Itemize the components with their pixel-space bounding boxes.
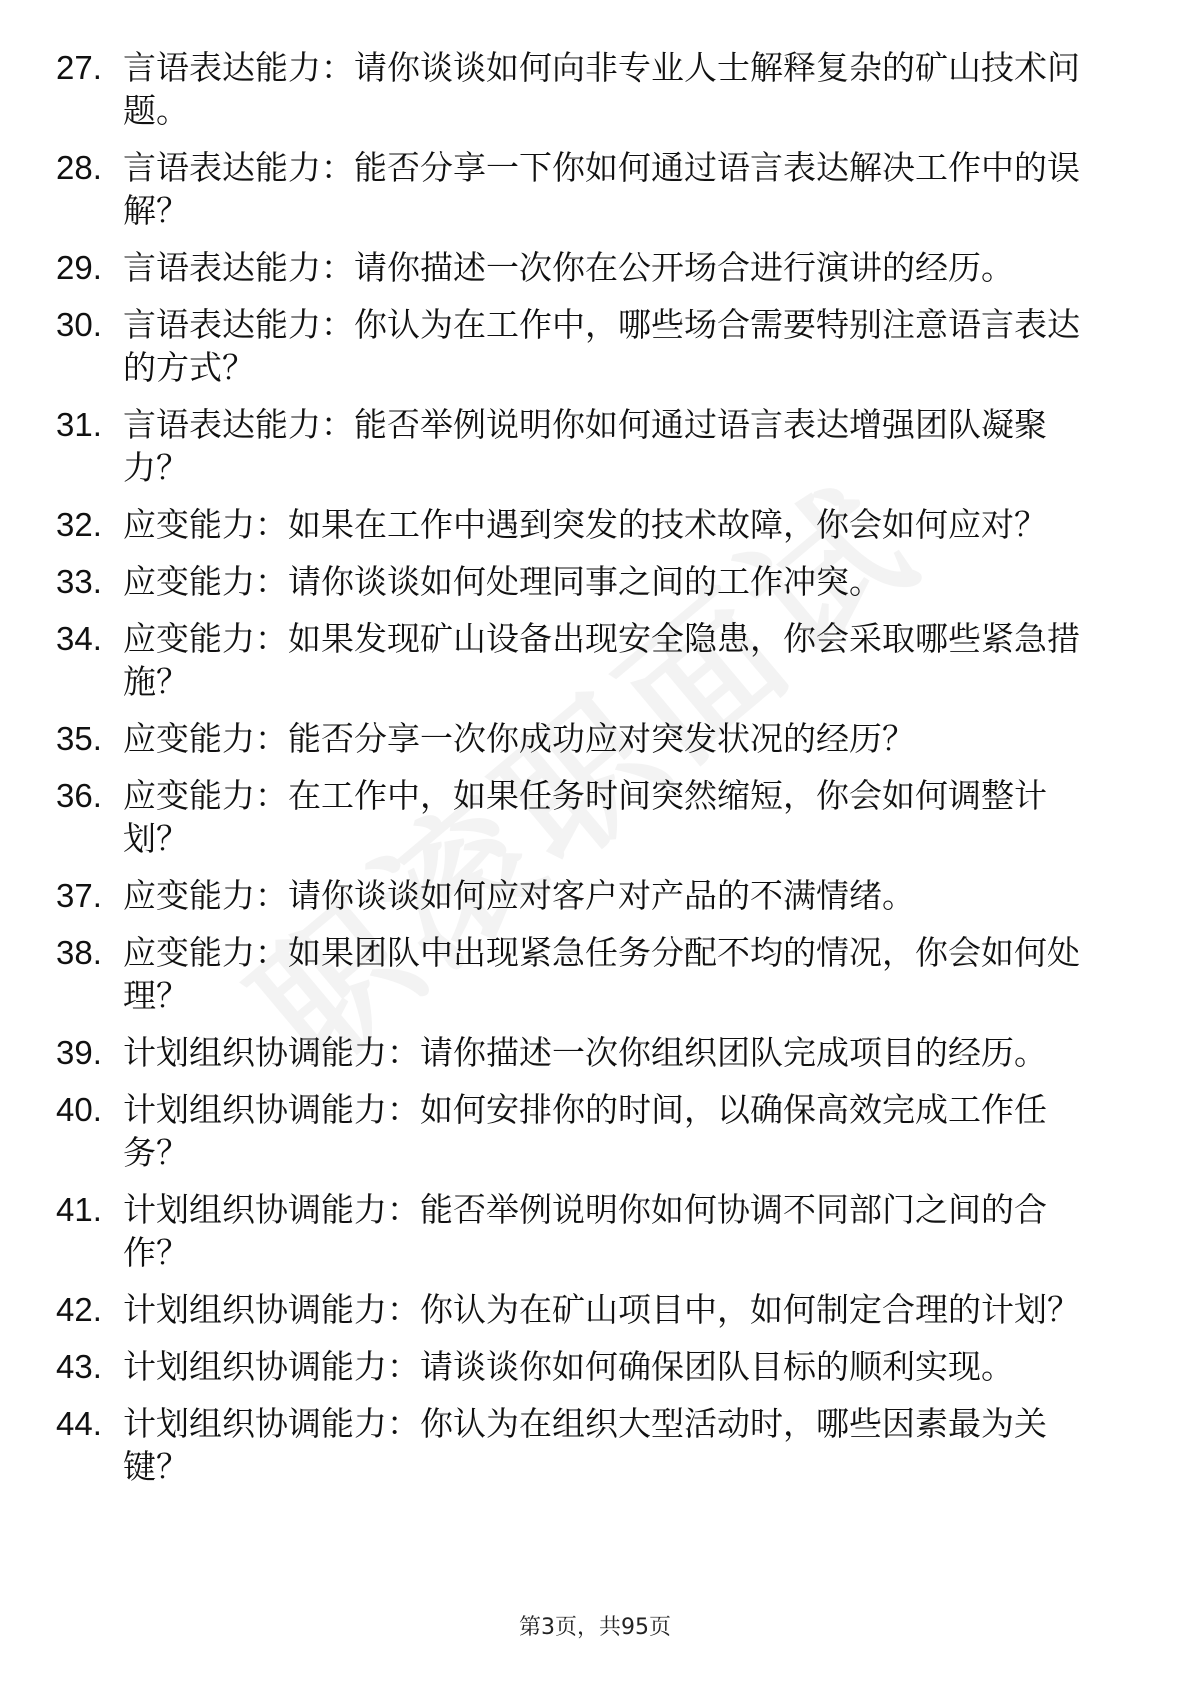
list-item: [0, 874, 1190, 917]
list-item: [0, 617, 1190, 703]
list-item: [0, 1088, 1190, 1174]
question-number: 34.: [56, 620, 102, 657]
list-item: [0, 403, 1190, 489]
question-number: 43.: [56, 1348, 102, 1385]
question-number: 31.: [56, 406, 102, 443]
question-number: 27.: [56, 49, 102, 86]
question-number: 28.: [56, 149, 102, 186]
list-item: [0, 1188, 1190, 1274]
question-text: 言语表达能力：请你谈谈如何向非专业人士解释复杂的矿山技术问题。: [123, 48, 1080, 130]
list-item: [0, 303, 1190, 389]
question-number: 37.: [56, 877, 102, 914]
question-text: 应变能力：请你谈谈如何应对客户对产品的不满情绪。: [123, 876, 915, 915]
list-item: [0, 46, 1190, 132]
question-text: 应变能力：如果在工作中遇到突发的技术故障，你会如何应对？: [123, 505, 1047, 544]
page-footer: 第3页，共95页: [519, 1615, 671, 1640]
question-text: 应变能力：能否分享一次你成功应对突发状况的经历？: [123, 719, 915, 758]
question-text: 计划组织协调能力：能否举例说明你如何协调不同部门之间的合作？: [123, 1190, 1047, 1272]
question-list: [0, 46, 1190, 1502]
question-text: 计划组织协调能力：如何安排你的时间，以确保高效完成工作任务？: [123, 1090, 1047, 1172]
list-item: [0, 560, 1190, 603]
question-text: 应变能力：如果发现矿山设备出现安全隐患，你会采取哪些紧急措施？: [123, 619, 1080, 701]
question-number: 39.: [56, 1034, 102, 1071]
list-item: [0, 246, 1190, 289]
question-text: 言语表达能力：能否举例说明你如何通过语言表达增强团队凝聚力？: [123, 405, 1047, 487]
list-item: [0, 1288, 1190, 1331]
question-text: 应变能力：请你谈谈如何处理同事之间的工作冲突。: [123, 562, 882, 601]
question-text: 计划组织协调能力：请你描述一次你组织团队完成项目的经历。: [123, 1033, 1047, 1072]
question-text: 计划组织协调能力：你认为在矿山项目中，如何制定合理的计划？: [123, 1290, 1080, 1329]
list-item: [0, 1345, 1190, 1388]
question-text: 言语表达能力：能否分享一下你如何通过语言表达解决工作中的误解？: [123, 148, 1080, 230]
list-item: [0, 1031, 1190, 1074]
list-item: [0, 146, 1190, 232]
question-number: 35.: [56, 720, 102, 757]
question-number: 40.: [56, 1091, 102, 1128]
question-text: 言语表达能力：你认为在工作中，哪些场合需要特别注意语言表达的方式？: [123, 305, 1080, 387]
question-number: 32.: [56, 506, 102, 543]
question-text: 计划组织协调能力：请谈谈你如何确保团队目标的顺利实现。: [123, 1347, 1014, 1386]
question-number: 42.: [56, 1291, 102, 1328]
question-number: 44.: [56, 1405, 102, 1442]
question-number: 29.: [56, 249, 102, 286]
question-number: 36.: [56, 777, 102, 814]
question-number: 30.: [56, 306, 102, 343]
question-text: 言语表达能力：请你描述一次你在公开场合进行演讲的经历。: [123, 248, 1014, 287]
list-item: [0, 774, 1190, 860]
question-number: 33.: [56, 563, 102, 600]
list-item: [0, 931, 1190, 1017]
question-number: 41.: [56, 1191, 102, 1228]
list-item: [0, 717, 1190, 760]
question-number: 38.: [56, 934, 102, 971]
question-text: 应变能力：如果团队中出现紧急任务分配不均的情况，你会如何处理？: [123, 933, 1080, 1015]
list-item: [0, 1402, 1190, 1488]
list-item: [0, 503, 1190, 546]
question-text: 计划组织协调能力：你认为在组织大型活动时，哪些因素最为关键？: [123, 1404, 1047, 1486]
question-text: 应变能力：在工作中，如果任务时间突然缩短，你会如何调整计划？: [123, 776, 1047, 858]
